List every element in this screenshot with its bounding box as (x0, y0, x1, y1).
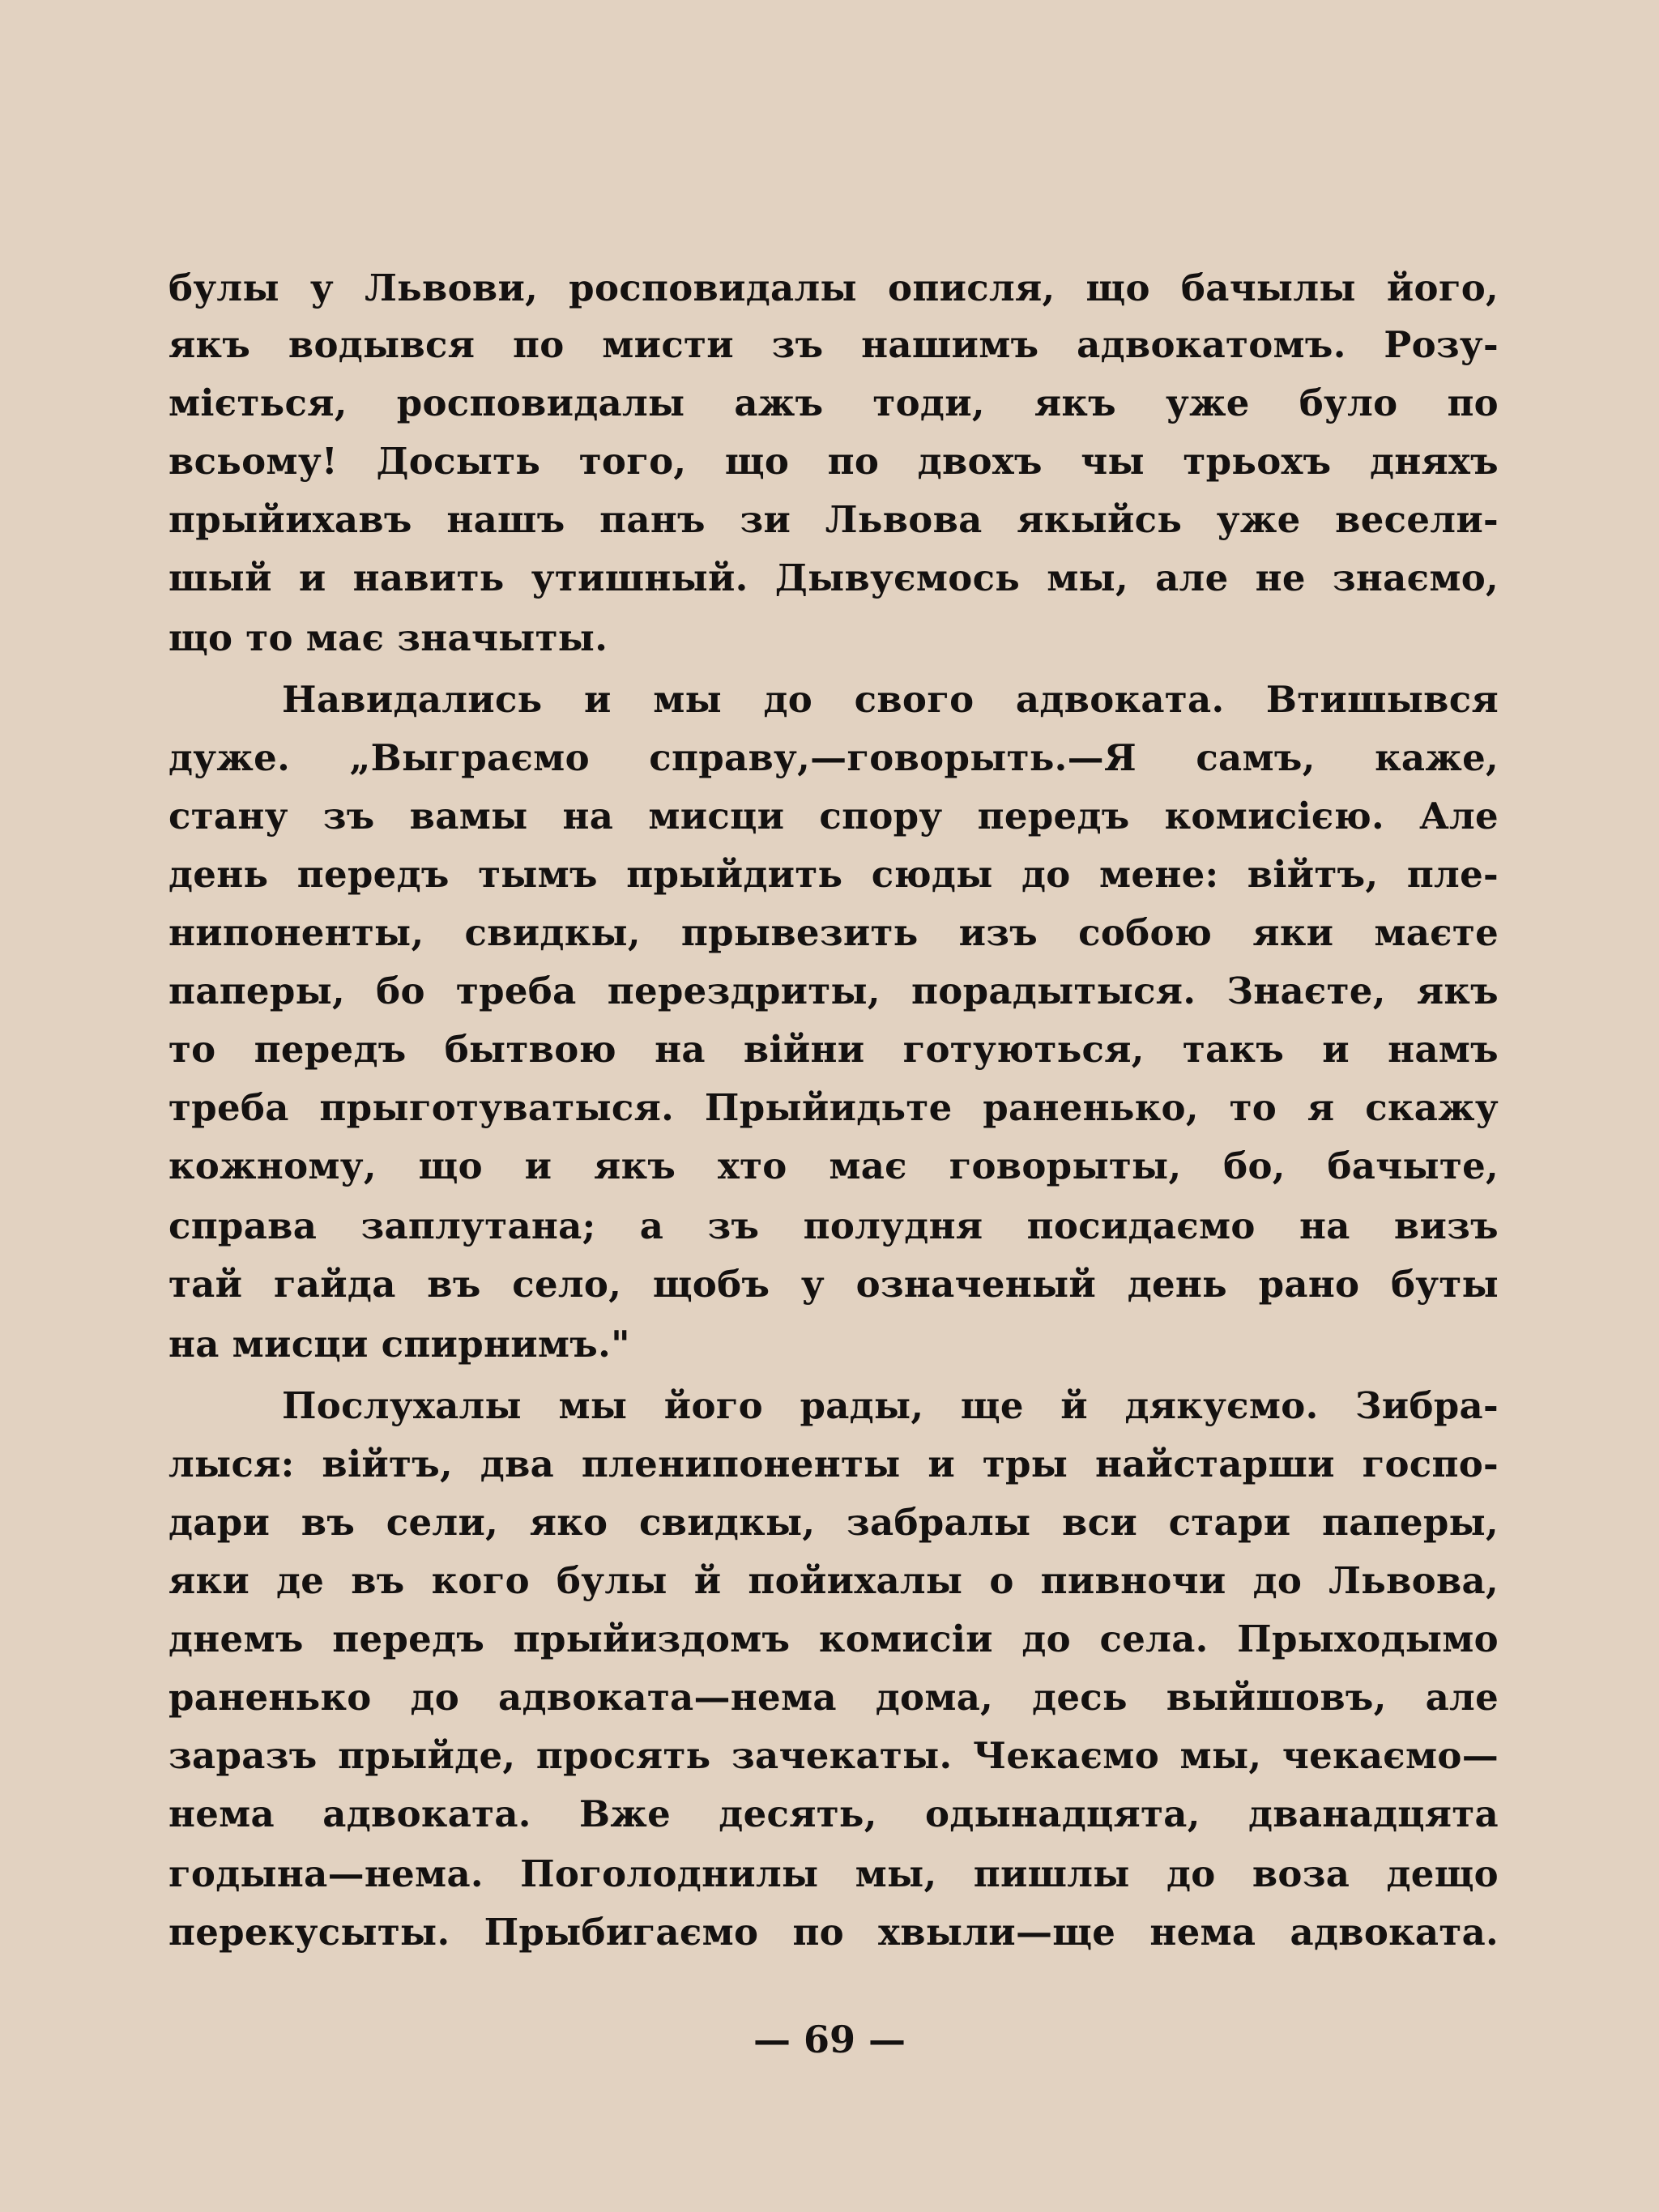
text-line: якъ водывся по мисти зъ нашимъ адвокатомъ. Розу- (168, 323, 1499, 366)
text-line: заразъ прыйде, просять зачекаты. Чекаємо мы, чекаємо— (168, 1734, 1499, 1777)
text-line: справа заплутана; а зъ полудня посидаємо на визъ (168, 1204, 1499, 1247)
text-line: що то має значыты. (168, 616, 608, 659)
text-line: паперы, бо треба перездриты, порадытыся. Знаєте, якъ (168, 970, 1499, 1012)
text-line: то передъ бытвою на війни готуються, такъ и намъ (168, 1028, 1499, 1071)
text-line: годына—нема. Поголоднилы мы, пишлы до воза дещо (168, 1852, 1499, 1895)
text-line: яки де въ кого булы й пойихалы о пивночи до Львова, (168, 1559, 1499, 1602)
text-line: стану зъ вамы на мисци спору передъ комисією. Але (168, 795, 1499, 837)
text-line: Навидались и мы до свого адвоката. Втишывся (282, 678, 1499, 721)
text-line: лыся: війтъ, два пленипоненты и тры найстарши госпо- (168, 1443, 1499, 1485)
text-line: раненько до адвоката—нема дома, десь выйшовъ, але (168, 1676, 1499, 1719)
text-line: днемъ передъ прыйиздомъ комисіи до села. Прыходымо (168, 1617, 1499, 1660)
text-line: Послухалы мы його рады, ще й дякуємо. Зибра- (282, 1384, 1499, 1427)
text-line: прыйихавъ нашъ панъ зи Львова якыйсь уже весели- (168, 498, 1499, 541)
text-line: треба прыготуватыся. Прыйидьте раненько, то я скажу (168, 1086, 1499, 1129)
text-line: шый и навить утишный. Дывуємось мы, але не знаємо, (168, 556, 1499, 599)
text-line: міється, росповидалы ажъ тоди, якъ уже було по (168, 381, 1499, 424)
text-line: нема адвоката. Вже десять, одынадцята, дванадцята (168, 1792, 1499, 1835)
text-line: кожному, що и якъ хто має говорыты, бо, бачыте, (168, 1144, 1499, 1187)
text-line: перекусыты. Прыбигаємо по хвыли—ще нема адвоката. (168, 1911, 1499, 1954)
text-line: день передъ тымъ прыйдить сюды до мене: війтъ, пле- (168, 853, 1499, 896)
text-line: тай гайда въ село, щобъ у означеный день рано буты (168, 1263, 1499, 1306)
page-number: — 69 — (753, 2018, 906, 2061)
text-line: дуже. „Выграємо справу,—говорыть.—Я самъ, каже, (168, 736, 1499, 779)
text-line: булы у Львови, росповидалы описля, що бачылы його, (168, 266, 1499, 309)
text-line: на мисци спирнимъ." (168, 1323, 630, 1366)
text-line: нипоненты, свидкы, прывезить изъ собою яки маєте (168, 911, 1499, 954)
text-line: всьому! Досыть того, що по двохъ чы трьохъ дняхъ (168, 440, 1499, 483)
text-line: дари въ сели, яко свидкы, забралы вси стари паперы, (168, 1501, 1499, 1544)
